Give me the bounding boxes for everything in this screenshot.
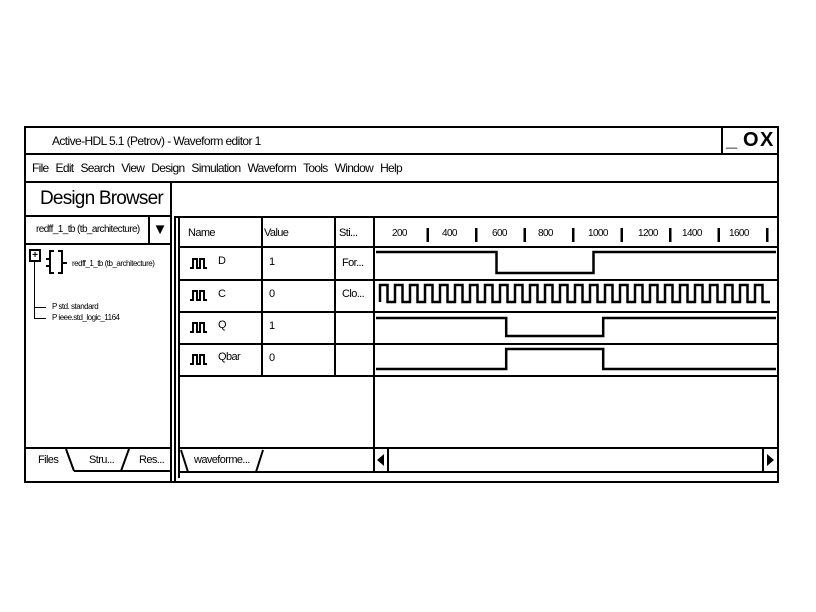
signal-name-d[interactable]: D: [218, 255, 226, 267]
signal-name-qbar[interactable]: Qbar: [218, 351, 241, 363]
tab-resources[interactable]: Res...: [139, 454, 165, 466]
timeline-label: 1000: [588, 228, 608, 239]
waveform-canvas: [26, 128, 777, 481]
design-browser-title: Design Browser: [40, 188, 163, 209]
menu-window[interactable]: Window: [334, 161, 374, 175]
menu-waveform[interactable]: Waveform: [247, 161, 297, 175]
signal-stimulus-c[interactable]: Clo...: [342, 288, 365, 300]
waveform-d[interactable]: [376, 252, 776, 273]
window-title: Active-HDL 5.1 (Petrov) - Waveform editor 1: [52, 134, 261, 148]
column-header-name[interactable]: Name: [188, 227, 215, 239]
tree-child-std[interactable]: P std. standard: [52, 302, 99, 311]
design-dropdown-value: redff_1_tb (tb_architecture): [36, 224, 140, 235]
timeline-ticks: [428, 228, 768, 242]
main-window: [24, 126, 779, 483]
signal-value-qbar: 0: [269, 352, 275, 364]
menu-simulation[interactable]: Simulation: [191, 161, 241, 175]
timeline-label: 800: [538, 228, 553, 239]
waveform-q[interactable]: [376, 318, 776, 336]
tab-structure[interactable]: Stru...: [89, 454, 115, 466]
signal-value-d: 1: [269, 256, 275, 268]
menu-edit[interactable]: Edit: [55, 161, 74, 175]
tab-files[interactable]: Files: [38, 454, 59, 466]
tree-node-label[interactable]: redff_1_tb (tb_architecture): [72, 259, 155, 268]
column-header-value[interactable]: Value: [264, 227, 289, 239]
menu-tools[interactable]: Tools: [303, 161, 328, 175]
column-header-stimulus[interactable]: Sti...: [339, 227, 358, 239]
waveform-c[interactable]: [380, 285, 770, 302]
horizontal-scrollbar[interactable]: [374, 448, 763, 472]
scroll-left-icon[interactable]: [377, 454, 384, 466]
close-button[interactable]: X: [760, 129, 774, 151]
menu-search[interactable]: Search: [80, 161, 115, 175]
waveform-qbar[interactable]: [376, 349, 776, 369]
signal-name-q[interactable]: Q: [218, 319, 226, 331]
scroll-right-icon[interactable]: [767, 454, 774, 466]
menu-view[interactable]: View: [121, 161, 145, 175]
signal-value-q: 1: [269, 320, 275, 332]
maximize-button[interactable]: O: [743, 129, 759, 151]
minimize-button[interactable]: _: [726, 129, 738, 151]
tree-child-ieee[interactable]: P ieee.std_logic_1164: [52, 313, 120, 322]
tree-collapse-icon[interactable]: +: [29, 249, 41, 262]
timeline-label: 400: [442, 228, 457, 239]
signal-value-c: 0: [269, 288, 275, 300]
timeline-label: 600: [492, 228, 507, 239]
menu-help[interactable]: Help: [380, 161, 402, 175]
dropdown-arrow-icon[interactable]: ▼: [148, 217, 170, 243]
menu-file[interactable]: File: [32, 161, 49, 175]
tab-waveform-editor[interactable]: waveforme...: [194, 454, 250, 466]
timeline-label: 1400: [682, 228, 702, 239]
timeline-label: 1200: [638, 228, 658, 239]
menu-design[interactable]: Design: [151, 161, 185, 175]
timeline-label: 1600: [729, 228, 749, 239]
signal-stimulus-d[interactable]: For...: [342, 257, 364, 269]
timeline-label: 200: [392, 228, 407, 239]
signal-name-c[interactable]: C: [218, 288, 226, 300]
